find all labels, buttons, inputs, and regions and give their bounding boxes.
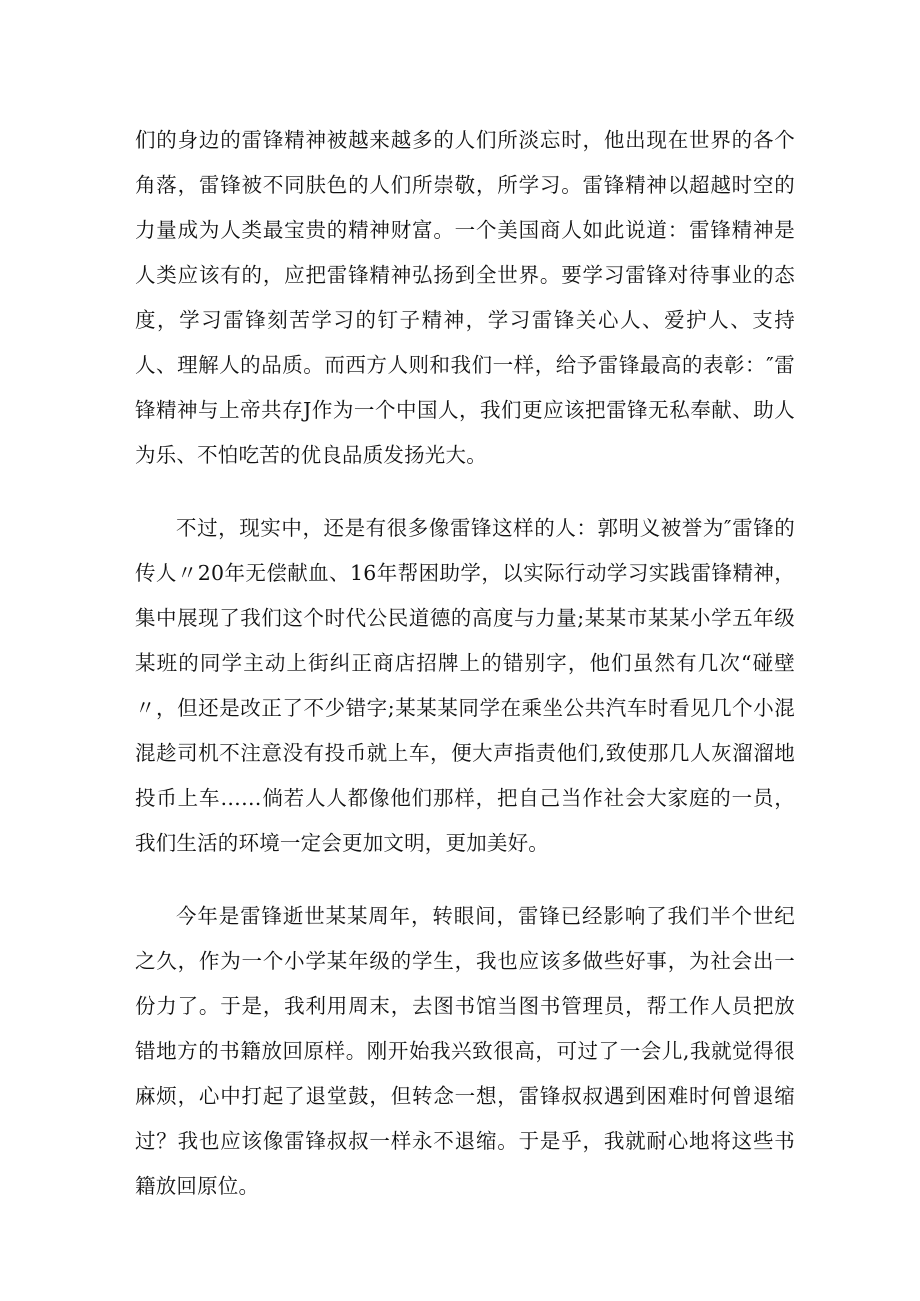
paragraph-personal-action: 今年是雷锋逝世某某周年，转眼间，雷锋已经影响了我们半个世纪之久，作为一个小学某年级的学生，我也应该多做些好事，为社会出一份力了。于是，我利用周末，去图书馆当图书管理员，帮工作人员把放错地方的书籍放回原样。刚开始我兴致很高，可过了一会儿,我就觉得很麻烦，心中打起了退堂鼓，但转念一想，雷锋叔叔遇到困难时何曾退缩过？我也应该像雷锋叔叔一样永不退缩。于是乎，我就耐心地将这些书籍放回原位。 <box>135 904 795 1198</box>
document-body <box>135 118 795 1209</box>
paragraph-continuation: 们的身边的雷锋精神被越来越多的人们所淡忘时，他出现在世界的各个角落，雷锋被不同肤色的人们所崇敬，所学习。雷锋精神以超越时空的力量成为人类最宝贵的精神财富。一个美国商人如此说道：雷锋精神是人类应该有的，应把雷锋精神弘扬到全世界。要学习雷锋对待事业的态度，学习雷锋刻苦学习的钉子精神，学习雷锋关心人、爱护人、支持人、理解人的品质。而西方人则和我们一样，给予雷锋最高的表彰：″雷锋精神与上帝共存J作为一个中国人，我们更应该把雷锋无私奉献、助人为乐、不怕吃苦的优良品质发扬光大。 <box>135 128 795 467</box>
paragraph-real-life-examples: 不过，现实中，还是有很多像雷锋这样的人：郭明义被誉为″雷锋的传人〃20年无偿献血、16年帮困助学，以实际行动学习实践雷锋精神，集中展现了我们这个时代公民道德的高度与力量;某某市某某小学五年级某班的同学主动上街纠正商店招牌上的错别字，他们虽然有几次“碰壁〃，但还是改正了不少错字;某某某同学在乘坐公共汽车时看见几个小混混趁司机不注意没有投币就上车，便大声指责他们,致使那几人灰溜溜地投币上车……倘若人人都像他们那样，把自己当作社会大家庭的一员，我们生活的环境一定会更加文明，更加美好。 <box>135 516 795 855</box>
